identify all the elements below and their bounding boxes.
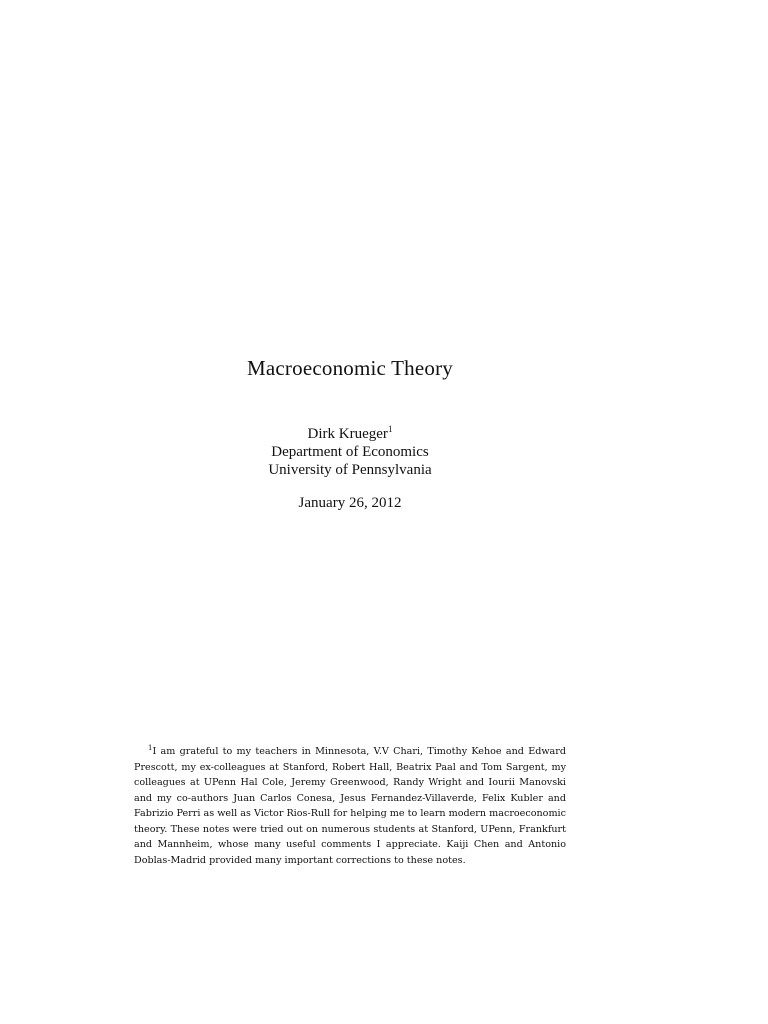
author-footnote-marker: 1 bbox=[387, 424, 393, 434]
author-block bbox=[0, 420, 700, 479]
author-university: University of Pennsylvania bbox=[268, 462, 432, 478]
author-name-line bbox=[0, 420, 700, 443]
footnote-marker: 1 bbox=[148, 744, 153, 752]
author-department: Department of Economics bbox=[271, 444, 429, 460]
document-title: Macroeconomic Theory bbox=[247, 356, 453, 380]
footnote bbox=[134, 741, 566, 868]
document-date: January 26, 2012 bbox=[298, 495, 402, 511]
author-name: Dirk Krueger bbox=[307, 426, 388, 442]
footnote-text: I am grateful to my teachers in Minnesota, V.V Chari, Timothy Kehoe and Edward Prescott, my ex-colleagues at Stanford, Robert Hall, Beatrix Paal and Tom Sargent, my colleagues at UPenn Hal Cole, Jeremy Greenwood, Randy Wright and Iourii Manovski and my co-authors Juan Carlos Conesa, Jesus Fernandez-Villaverde, Felix Kubler and Fabrizio Perri as well as Victor Rios-Rull for helping me to learn modern macroeconomic theory. These notes were tried out on numerous students at Stanford, UPenn, Frankfurt and Mannheim, whose many useful comments I appreciate. Kaiji Chen and Antonio Doblas-Madrid provided many important corrections to these notes. bbox=[134, 746, 566, 866]
